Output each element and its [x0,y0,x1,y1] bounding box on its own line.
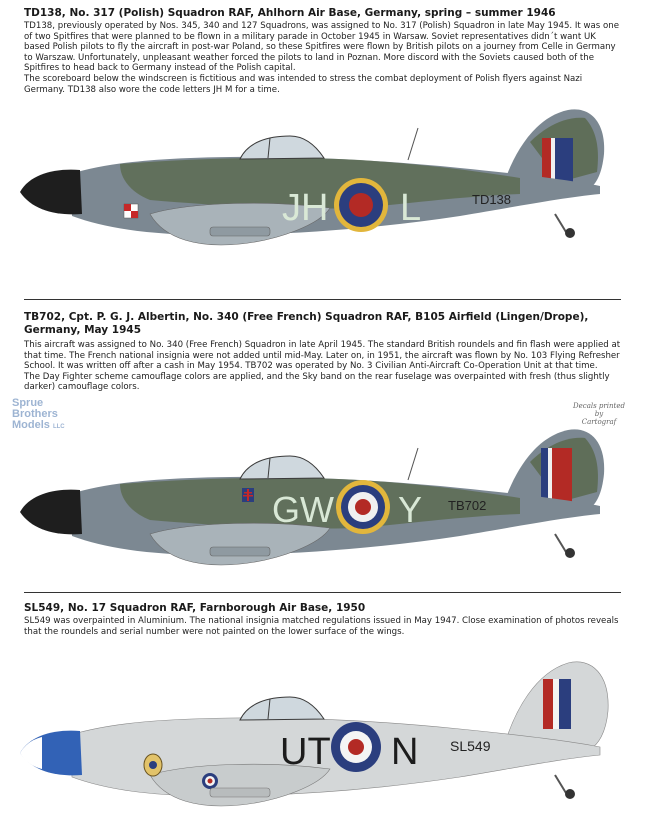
propeller-spinner [20,170,82,215]
canopy [240,136,324,159]
description-paragraph: SL549 was overpainted in Aluminium. The national insignia matched regulations issued in May 1947. Close examination of photos reveals that the roundels and serial number were not painted on the lower surface of the wings. [24,616,619,637]
fin-flash [542,138,573,182]
section-description [24,616,624,637]
code-letters-left: UT [280,731,331,773]
roundel [336,480,390,534]
code-letters-left: JH [282,187,329,229]
propeller-spinner [20,490,82,535]
fin-flash [541,448,572,502]
profile-section-sl549 [0,593,645,830]
watermark-line: Sprue [12,397,44,409]
code-letters-right: Y [398,489,423,530]
description-paragraph: This aircraft was assigned to No. 340 (Free French) Squadron in late April 1945. The standard British roundels and fin flash were applied at that time. The French national insignia were not added until mid-May. Later on, in 1951, the aircraft was flown by No. 103 Flying Refresher School. It was written off after a cash in May 1954. TB702 was operated by No. 3 Civilian Anti-Aircraft Co-Operation Unit at that time. [24,340,621,372]
profile-section-td138 [0,0,645,300]
cross-of-lorraine [242,488,254,502]
watermark-line: Models [12,419,50,431]
description-paragraph: The scoreboard below the windscreen is fictitious and was intended to stress the combat deployment of Polish flyers against Nazi Germany. TD138 also wore the code letters JH M for a time. [24,73,583,95]
serial-number: TB702 [448,498,487,513]
fin-flash [543,679,571,729]
squadron-badge [144,754,162,776]
underwing-roundel [202,773,218,789]
code-letters-left: GW [272,489,334,530]
polish-checkerboard [124,204,138,218]
code-letters-right: N [391,731,419,773]
roundel [334,178,388,232]
stamp-line: by [594,410,604,418]
profile-section-tb702 [0,300,645,592]
code-letters-right: L [400,187,422,229]
aircraft-profile-tb702 [0,422,645,582]
section-title: TB702, Cpt. P. G. J. Albertin, No. 340 (Free French) Squadron RAF, B105 Airfield (Lingen/Drope), Germany, May 1945 [24,311,589,336]
roundel [331,722,381,772]
description-paragraph: TD138, previously operated by Nos. 345, 340 and 127 Squadrons, was assigned to No. 317 (Polish) Squadron in late May 1945. It was one of two Spitfires that were planned to be flown in a military parade in October 1945 in Warsaw. Soviet representatives didn´t want UK based Polish pilots to fly the aircraft in post-war Poland, so these Spitfires were flown by British pilots on a journey from Celle in Germany to Warszaw. Unfortunately, unpleasant weather forced the pilots to land in Poznan. More discord with the Soviets caused both of the Spitfires to head back to Germany instead of the Polish capital. [24,21,620,74]
aircraft-profile-td138 [0,102,645,262]
description-paragraph: The Day Fighter scheme camouflage colors are applied, and the Sky band on the rear fuselage was overpainted with fresh (thus slightly darker) camouflage colors. [24,371,610,393]
canopy [240,456,324,479]
serial-number: TD138 [472,192,512,207]
watermark-suffix: LLC [52,424,65,430]
serial-number: SL549 [450,738,491,754]
section-title: SL549, No. 17 Squadron RAF, Farnborough Air Base, 1950 [24,602,366,614]
canopy [240,697,324,720]
stamp-line: Cartograf [581,418,617,426]
stamp-line: Decals printed [573,402,625,410]
aircraft-profile-sl549 [0,651,645,826]
watermark-line: Brothers [12,408,58,420]
section-description [24,340,624,393]
section-description [24,21,624,95]
section-title: TD138, No. 317 (Polish) Squadron RAF, Ahlhorn Air Base, Germany, spring – summer 1946 [24,7,556,19]
